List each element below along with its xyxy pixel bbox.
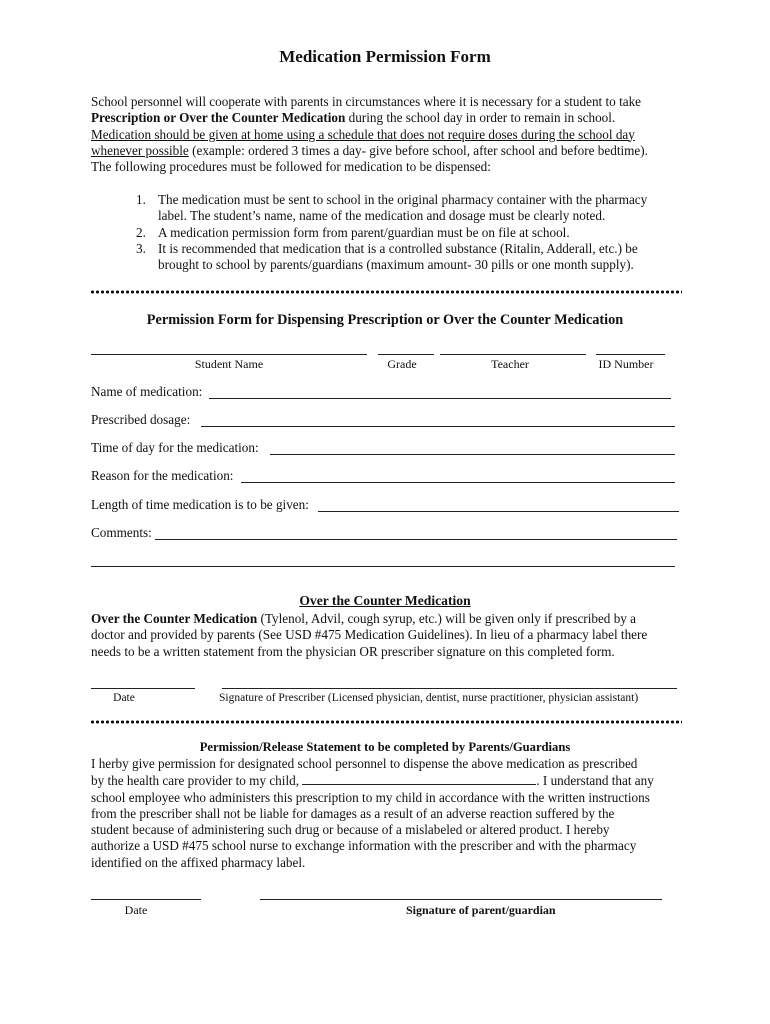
reason-label: Reason for the medication: (91, 468, 234, 483)
release-line-3: school employee who administers this prescription to my child in accordance with the written instructions (91, 789, 650, 805)
procedure-number: 2. (136, 224, 146, 240)
id-number-label: ID Number (598, 357, 654, 371)
otc-paragraph (91, 611, 691, 660)
medication-name-input[interactable] (209, 398, 671, 399)
otc-line-1 (91, 611, 691, 627)
comments-input-line-2[interactable] (91, 566, 675, 567)
procedure-text: The medication must be sent to school in the original pharmacy container with the pharmacy (158, 192, 648, 207)
procedure-number: 3. (136, 240, 146, 256)
release-line-4: from the prescriber shall not be liable for damages as a result of an adverse reaction suffered by the (91, 805, 615, 821)
prescriber-date-label: Date (113, 692, 135, 704)
dotted-separator (90, 720, 682, 724)
intro-line-2 (91, 110, 691, 126)
dotted-separator (90, 290, 682, 294)
form-title: Medication Permission Form (279, 47, 491, 66)
release-line-7: identified on the affixed pharmacy label. (91, 854, 306, 870)
intro-line-2-rest: during the school day in order to remain in school. (345, 110, 616, 126)
intro-underline-text: whenever possible (91, 142, 189, 158)
release-line-1: I herby give permission for designated school personnel to dispense the above medication as prescribed (91, 756, 638, 771)
release-line-6: authorize a USD #475 school nurse to exchange information with the prescriber and with the pharmacy (91, 838, 637, 854)
procedure-text: A medication permission form from parent/guardian must be on file at school. (158, 224, 570, 240)
id-number-field[interactable] (596, 354, 665, 355)
otc-bold-text: Over the Counter Medication (91, 611, 258, 626)
parent-date-field[interactable] (91, 899, 201, 900)
grade-field[interactable] (378, 354, 434, 355)
comments-input[interactable] (155, 539, 677, 540)
otc-heading: Over the Counter Medication (299, 593, 471, 608)
otc-line-3: needs to be a written statement from the physician OR prescriber signature on this completed form. (91, 643, 615, 659)
teacher-field[interactable] (440, 354, 586, 355)
length-input[interactable] (318, 511, 679, 512)
intro-line-4-rest: (example: ordered 3 times a day- give before school, after school and before bedtime). (188, 142, 648, 158)
intro-bold-text: Prescription or Over the Counter Medication (91, 110, 346, 126)
grade-label: Grade (387, 357, 417, 371)
intro-line-3: Medication should be given at home using a schedule that does not require doses during the school day (91, 126, 635, 142)
teacher-label: Teacher (491, 357, 529, 371)
parent-signature-field[interactable] (260, 899, 662, 900)
permission-heading: Permission Form for Dispensing Prescription or Over the Counter Medication (146, 312, 624, 328)
procedure-item (128, 241, 688, 274)
student-name-field[interactable] (91, 354, 367, 355)
procedure-item (128, 192, 688, 225)
release-heading: Permission/Release Statement to be completed by Parents/Guardians (199, 740, 571, 754)
child-name-field[interactable] (302, 772, 536, 785)
procedure-text: It is recommended that medication that is a controlled substance (Ritalin, Adderall, etc.) be (158, 240, 638, 256)
otc-line-2: doctor and provided by parents (See USD #475 Medication Guidelines). In lieu of a pharmacy label there (91, 627, 648, 643)
intro-line-5: The following procedures must be followed for medication to be dispensed: (91, 159, 491, 175)
dosage-label: Prescribed dosage: (91, 412, 191, 427)
time-of-day-input[interactable] (270, 454, 675, 455)
intro-line-4 (91, 143, 691, 159)
release-line-5: student because of administering such drug or because of a mislabeled or altered product. I hereby (91, 822, 610, 838)
procedure-number: 1. (136, 192, 146, 207)
intro-line-1: School personnel will cooperate with parents in circumstances where it is necessary for a student to take (91, 94, 642, 109)
length-label: Length of time medication is to be given: (91, 497, 309, 512)
time-of-day-label: Time of day for the medication: (91, 440, 259, 455)
procedure-text: brought to school by parents/guardians (maximum amount- 30 pills or one month supply). (158, 257, 634, 273)
comments-label: Comments: (91, 525, 152, 540)
dosage-input[interactable] (201, 426, 675, 427)
release-paragraph (91, 756, 701, 871)
otc-line-1-rest: (Tylenol, Advil, cough syrup, etc.) will be given only if prescribed by a (257, 611, 637, 626)
prescriber-signature-field[interactable] (222, 688, 677, 689)
prescriber-date-field[interactable] (91, 688, 195, 689)
prescriber-signature-label: Signature of Prescriber (Licensed physician, dentist, nurse practitioner, physician assistant) (219, 692, 639, 704)
procedures-list (128, 192, 688, 273)
release-line-2-start: by the health care provider to my child, (91, 773, 303, 789)
reason-input[interactable] (241, 482, 675, 483)
parent-signature-label: Signature of parent/guardian (406, 903, 556, 917)
procedure-item (128, 225, 688, 241)
procedure-text: label. The student’s name, name of the medication and dosage must be clearly noted. (158, 208, 606, 224)
intro-paragraph (91, 94, 691, 175)
release-line-2-end: . I understand that any (536, 773, 654, 789)
parent-date-label: Date (124, 903, 148, 917)
student-name-label: Student Name (194, 357, 264, 371)
release-line-2 (91, 772, 701, 789)
medication-name-label: Name of medication: (91, 384, 203, 399)
